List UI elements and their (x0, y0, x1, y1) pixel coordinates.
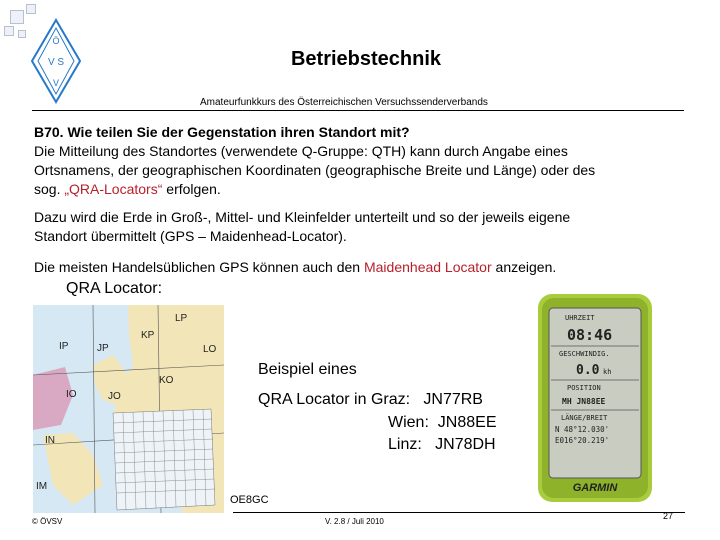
text-span: Die meisten Handelsüblichen GPS können auch den (34, 259, 364, 275)
page-number: 27 (663, 511, 674, 521)
decorative-square (4, 26, 14, 36)
paragraph-gps (34, 258, 684, 277)
map-field-label: JP (97, 343, 109, 354)
gps-speed-value: 0.0 (576, 363, 600, 378)
footer-version: V. 2.8 / Juli 2010 (325, 517, 384, 526)
map-field-label: IO (66, 389, 77, 400)
example-linz: Linz: JN78DH (388, 436, 496, 453)
text-line: Dazu wird die Erde in Groß-, Mittel- und Kleinfelder unterteilt und so der jeweils eigene (34, 209, 571, 225)
map-field-label: IP (59, 341, 69, 352)
gps-device-image (536, 292, 654, 504)
example-intro: Beispiel eines (258, 361, 357, 378)
map-field-label: LP (175, 313, 188, 324)
author-callsign: OE8GC (230, 494, 269, 506)
gps-speed-label: GESCHWINDIG. (559, 350, 610, 358)
maidenhead-term: Maidenhead Locator (363, 259, 492, 275)
question-heading: B70. Wie teilen Sie der Gegenstation ihren Standort mit? (34, 124, 410, 140)
qra-locator-term: „QRA-Locators“ (64, 181, 163, 197)
gps-coord-lon: E016°20.219' (555, 436, 610, 445)
qra-locator-label: QRA Locator: (66, 280, 163, 297)
decorative-square (10, 10, 24, 24)
text-line: Standort übermittelt (GPS – Maidenhead-Locator). (34, 228, 347, 244)
map-field-label: IN (45, 435, 55, 446)
text-line (34, 258, 684, 277)
map-field-label: LO (203, 344, 217, 355)
gps-position-label: POSITION (567, 384, 601, 392)
gps-time-value: 08:46 (567, 326, 613, 344)
gps-coord-label: LÄNGE/BREIT (561, 414, 608, 422)
paragraph-subdivision (34, 208, 684, 246)
header-divider (32, 110, 684, 111)
map-field-label: JO (108, 391, 121, 402)
text-line (34, 180, 684, 199)
map-field-label: KP (141, 330, 155, 341)
decorative-square (26, 4, 36, 14)
gps-time-label: UHRZEIT (565, 314, 595, 322)
svg-text:Ö: Ö (52, 36, 60, 46)
text-line: Ortsnamens, der geographischen Koordinaten (geographische Breite und Länge) oder des (34, 162, 596, 178)
page-subtitle: Amateurfunkkurs des Österreichischen Versuchssenderverbands (200, 97, 488, 108)
footer-divider (233, 512, 685, 513)
text-span: erfolgen. (162, 181, 221, 197)
locator-map (33, 305, 224, 513)
text-line: Die Mitteilung des Standortes (verwendete Q-Gruppe: QTH) kann durch Angabe eines (34, 143, 568, 159)
svg-text:V: V (52, 78, 60, 88)
map-field-label: KO (159, 375, 174, 386)
text-span: sog. (34, 181, 65, 197)
gps-brand-logo: GARMIN (572, 482, 618, 494)
map-field-label: IM (36, 481, 48, 492)
page-title: Betriebstechnik (290, 48, 442, 70)
svg-text:V S: V S (47, 57, 65, 68)
gps-position-value: MH JN88EE (562, 397, 606, 406)
paragraph-question (34, 123, 684, 199)
example-wien: Wien: JN88EE (388, 414, 497, 431)
text-span: anzeigen. (491, 259, 557, 275)
decorative-square (18, 30, 26, 38)
footer-copyright: © ÖVSV (32, 517, 63, 526)
example-graz: QRA Locator in Graz: JN77RB (258, 391, 483, 408)
gps-coord-lat: N 48°12.030' (555, 425, 610, 434)
gps-speed-unit: kh (603, 368, 612, 376)
